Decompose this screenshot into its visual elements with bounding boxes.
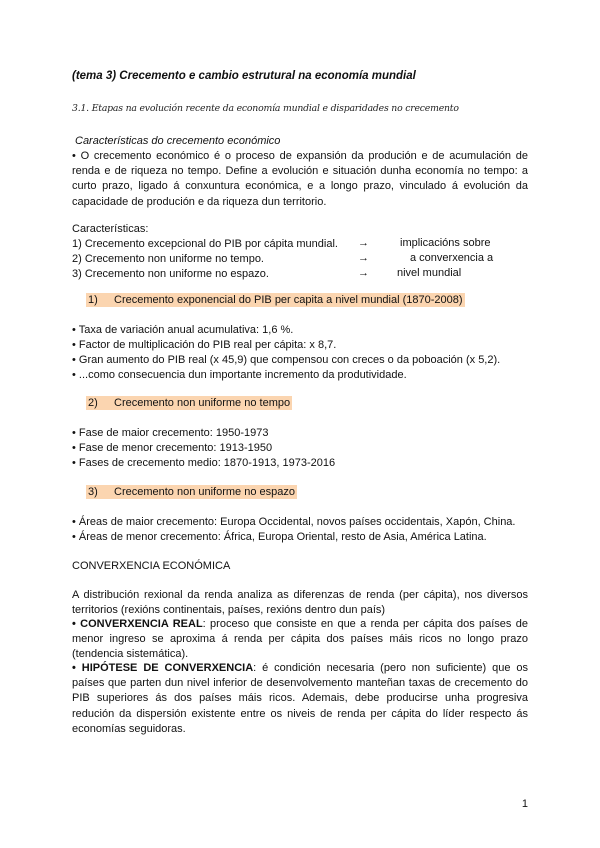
section-1-bullet: • Gran aumento do PIB real (x 45,9) que compensou con creces o da poboación (x 5,2). [72,354,501,366]
section-2-heading [86,397,292,409]
converxencia-heading: CONVERXENCIA ECONÓMICA [72,560,231,572]
section-3-bullet: • Áreas de menor crecemento: África, Europa Oriental, resto de Asia, América Latina. [72,531,487,543]
section-1-title: Crecemento exponencial do PIB per capita a nivel mundial (1870-2008) [114,294,463,306]
section-1-number: 1) [88,294,98,306]
section-2-bullet: • Fase de maior crecemento: 1950-1973 [72,427,269,439]
section-subtitle: 3.1. Etapas na evolución recente da economía mundial e disparidades no crecemento [72,103,459,114]
intro-heading: Características do crecemento económico [75,135,281,147]
section-3-title: Crecemento non uniforme no espazo [114,486,295,498]
section-3-number: 3) [88,486,98,498]
converxencia-real-label: • CONVERXENCIA REAL [72,618,203,630]
document-title: (tema 3) Crecemento e cambio estrutural na economía mundial [72,70,416,82]
hypothesis-label: • HIPÓTESE DE CONVERXENCIA [72,662,254,674]
section-1-bullet: • Taxa de variación anual acumulativa: 1,6 %. [72,324,294,336]
section-2-bullet: • Fases de crecemento medio: 1870-1913, 1973-2016 [72,457,336,469]
section-2-number: 2) [88,397,98,409]
characteristic-item-2: 2) Crecemento non uniforme no tempo. [72,253,264,265]
arrow-icon: → [358,267,369,279]
section-3-heading [86,486,297,498]
characteristics-heading: Características: [72,223,149,235]
arrow-icon: → [358,237,369,249]
converxencia-paragraph: A distribución rexional da renda analiza as diferenzas de renda (per cápita), nos diversos territorios (rexións continentais, países, rexións dentro dun país) [72,589,528,617]
implications-line-2: a converxencia a [410,252,494,264]
section-3-bullet: • Áreas de maior crecemento: Europa Occidental, novos países occidentais, Xapón, China. [72,516,516,528]
section-1-bullet: • ...como consecuencia dun importante incremento da produtividade. [72,369,407,381]
section-2-bullet: • Fase de menor crecemento: 1913-1950 [72,442,273,454]
converxencia-real-paragraph [72,617,528,663]
hypothesis-text: : é condición necesaria (pero non suficiente) que os países que parten dun nivel inferior de desenvolvemento manteñan taxas de crecemento do PIB superiores ás dos países máis ricos. Ademais, debe producirse unha progresiva redución da dispersión existente entre os niveis de renda per cápita do líder respecto ás economías seguidoras. [72,662,529,735]
intro-paragraph: • O crecemento económico é o proceso de expansión da produción e de acumulación de renda e de riqueza no tempo. Define a evolución e situación dunha economía no tempo: a curto prazo, ligado á conxuntura económica, e a longo prazo, vinculado á evolución da capacidade de produción e da riqueza dun territorio. [72,150,528,208]
characteristic-item-3: 3) Crecemento non uniforme no espazo. [72,268,269,280]
section-2-title: Crecemento non uniforme no tempo [114,397,291,409]
arrow-icon: → [358,252,369,264]
hypothesis-paragraph [72,661,528,737]
converxencia-real-text: : proceso que consiste en que a renda per cápita dos países de menor ingreso se aproxima á renda per cápita dos países máis ricos no longo prazo (tendencia sistemática). [72,618,528,661]
page-number: 1 [521,798,528,810]
section-1-heading [86,294,465,306]
section-1-bullet: • Factor de multiplicación do PIB real per cápita: x 8,7. [72,339,337,351]
characteristic-item-1: 1) Crecemento excepcional do PIB por cápita mundial. [72,238,338,250]
implications-line-3: nivel mundial [397,267,462,279]
implications-line-1: implicacións sobre [400,237,491,249]
